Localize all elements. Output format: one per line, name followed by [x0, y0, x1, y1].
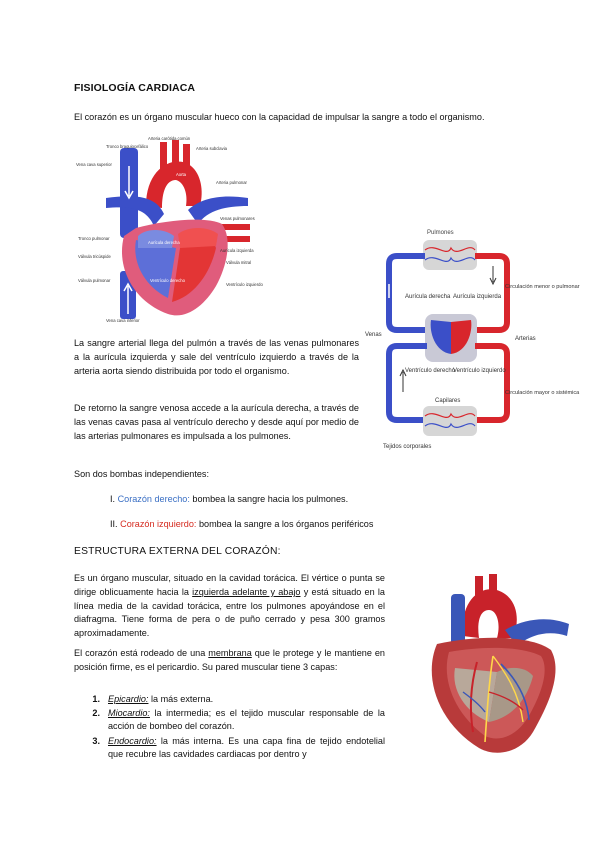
- label-circulacion-mayor: Circulación mayor o sistémica: [505, 390, 580, 396]
- list-item: [74, 707, 385, 733]
- label-arteria-pulmonar: Arteria pulmonar: [216, 180, 247, 185]
- paragraph-venous-return: De retorno la sangre venosa accede a la aurícula derecha, a través de las venas cavas pasa al ventrículo derecho y desde aquí por medio de las arterias pulmonares es impulsada a los pulmones.: [74, 403, 359, 441]
- label-arteria-carotida: Arteria carótida común: [148, 136, 191, 141]
- text-segment: El corazón está rodeado de una: [74, 648, 209, 658]
- label-pulmones: Pulmones: [427, 230, 454, 236]
- list-number: 1.: [92, 694, 100, 704]
- label-venas-pulmonares: Venas pulmonares: [220, 216, 255, 221]
- label-valvula-tricuspide: Válvula tricúspide: [78, 254, 111, 259]
- external-heart-illustration: [393, 572, 583, 762]
- list-text: [108, 735, 385, 761]
- term-left-heart: Corazón izquierdo:: [120, 519, 197, 529]
- list-item: [74, 693, 385, 706]
- label-ventriculo-derecho: Ventrículo derecho: [150, 278, 185, 283]
- page-title: FISIOLOGÍA CARDIACA: [74, 82, 196, 94]
- layer-text: la más interna. Es una capa fina de tejido endotelial que recubre las cavidades cardiacas por dentro y: [108, 735, 385, 759]
- list-item: [74, 735, 385, 761]
- label-tronco-pulmonar: Tronco pulmonar: [78, 236, 110, 241]
- text-segment: que le protege y le mantiene en posición firme, es el pericardio. Su pared muscular tiene 3 capas:: [74, 648, 385, 672]
- list-number: 3.: [92, 735, 100, 746]
- term-right-heart: Corazón derecho:: [117, 494, 190, 504]
- list-number: I.: [110, 494, 116, 504]
- paragraph-arterial-blood: La sangre arterial llega del pulmón a través de las venas pulmonares a la aurícula izquierda y sale del ventrículo izquierdo a través de la arteria aorta siendo distribuida por todo el organismo.: [74, 338, 359, 376]
- label-vena-cava-inferior: Vena cava inferior: [106, 318, 140, 323]
- label-venas: Venas: [365, 332, 382, 338]
- layer-term: Endocardio:: [108, 735, 157, 746]
- label-vena-cava-superior: Vena cava superior: [76, 162, 112, 167]
- underlined-text: membrana: [208, 648, 252, 658]
- list-item-right-heart: [110, 494, 348, 504]
- layer-term: Miocardio:: [108, 708, 150, 719]
- list-text: [108, 707, 385, 733]
- label-circulacion-menor: Circulación menor o pulmonar: [505, 284, 580, 290]
- layer-term: Epicardio:: [108, 694, 149, 704]
- label-arteria-subclavia: Arteria subclavia: [196, 146, 227, 151]
- label-valvula-mitral: Válvula mitral: [226, 260, 252, 265]
- text-segment: y está situado en la línea media de la cavidad torácica, entre los pulmones apoyándose en el diafragma. Tiene forma de pera o de puño cerrado y pesa 300 gramos aproximadamente.: [74, 586, 385, 639]
- list-text: bombea la sangre hacia los pulmones.: [189, 494, 349, 504]
- list-text: [108, 693, 385, 706]
- list-number: 2.: [92, 708, 100, 719]
- circulation-diagram: [365, 222, 580, 454]
- label-tejidos-corporales: Tejidos corporales: [383, 444, 432, 450]
- label-auricula-izquierda-circ: Aurícula izquierda: [453, 294, 502, 300]
- label-tronco-braquiocefalico: Tronco braquiocefálico: [106, 144, 149, 149]
- label-capilares: Capilares: [435, 398, 461, 404]
- list-item-left-heart: [110, 519, 373, 529]
- paragraph-external-structure: [74, 572, 385, 641]
- underlined-text: izquierda adelante y abajo: [192, 586, 301, 597]
- label-auricula-derecha: Aurícula derecha: [148, 240, 180, 245]
- label-ventriculo-izquierdo-circ: Ventrículo izquierdo: [453, 368, 506, 374]
- layer-text: la intermedia; es el tejido muscular responsable de la acción de bombeo del corazón.: [108, 708, 385, 732]
- list-text: bombea la sangre a los órganos periféricos: [196, 519, 374, 529]
- label-arterias: Arterias: [515, 336, 536, 342]
- intro-text: El corazón es un órgano muscular hueco con la capacidad de impulsar la sangre a todo el organismo.: [74, 112, 485, 122]
- list-number: II.: [110, 519, 118, 529]
- paragraph-pericardium: [74, 647, 385, 675]
- heart-anatomy-diagram: [76, 136, 264, 324]
- heart-layers-list: [74, 693, 385, 762]
- label-valvula-pulmonar: Válvula pulmonar: [78, 278, 111, 283]
- layer-text: la más externa.: [148, 694, 214, 704]
- section-heading: ESTRUCTURA EXTERNA DEL CORAZÓN:: [74, 546, 281, 557]
- paragraph-two-pumps: Son dos bombas independientes:: [74, 469, 209, 479]
- label-aorta: Aorta: [176, 172, 187, 177]
- label-ventriculo-derecho-circ: Ventrículo derecho: [405, 368, 456, 374]
- label-auricula-derecha-circ: Aurícula derecha: [405, 294, 451, 300]
- text-segment: Es un órgano muscular, situado en la cavidad torácica. El vértice o punta se dirige oblicuamente hacia la: [74, 573, 385, 597]
- label-auricula-izquierda: Aurícula izquierda: [220, 248, 254, 253]
- label-ventriculo-izquierdo: Ventrículo izquierdo: [226, 282, 263, 287]
